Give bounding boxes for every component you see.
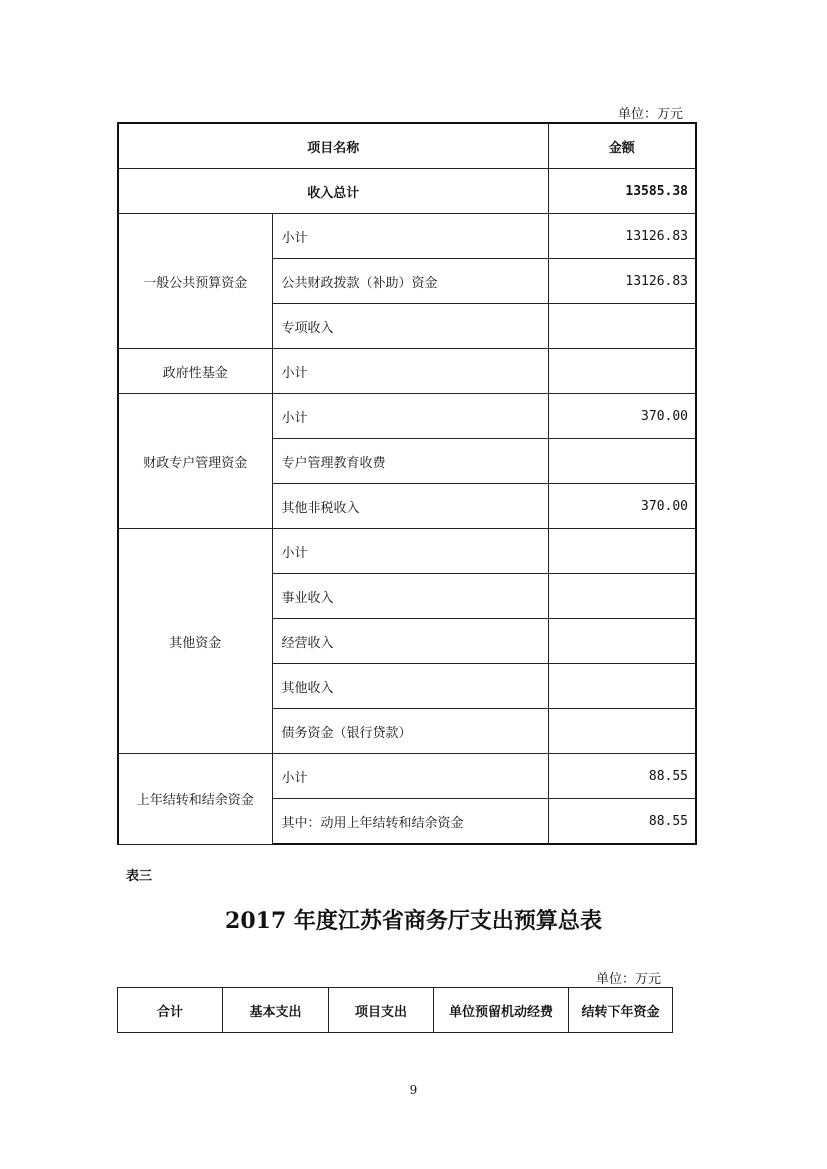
table-row xyxy=(118,349,696,394)
total-label: 收入总计 xyxy=(118,169,548,214)
table-row xyxy=(118,394,696,439)
table-row xyxy=(118,754,696,799)
row-label: 事业收入 xyxy=(272,574,548,619)
row-label: 公共财政拨款（补助）资金 xyxy=(272,259,548,304)
row-label: 专项收入 xyxy=(272,304,548,349)
header-item-name: 项目名称 xyxy=(118,123,548,169)
row-label: 小计 xyxy=(272,529,548,574)
table2-unit: 单位：万元 xyxy=(596,972,662,987)
row-amount: 88.55 xyxy=(548,754,696,799)
header-total: 合计 xyxy=(118,988,223,1033)
row-label: 专户管理教育收费 xyxy=(272,439,548,484)
income-budget-table xyxy=(117,122,697,845)
group-name: 政府性基金 xyxy=(118,349,272,394)
row-label: 债务资金（银行贷款） xyxy=(272,709,548,754)
row-amount xyxy=(548,304,696,349)
row-label: 小计 xyxy=(272,754,548,799)
table1-unit: 单位：万元 xyxy=(618,107,684,122)
page-number: 9 xyxy=(409,1083,418,1097)
row-amount: 370.00 xyxy=(548,394,696,439)
header-basic-expenditure: 基本支出 xyxy=(223,988,329,1033)
group-name: 财政专户管理资金 xyxy=(118,394,272,529)
section-label: 表三 xyxy=(126,869,153,884)
row-label: 小计 xyxy=(272,349,548,394)
table-row xyxy=(118,529,696,574)
header-amount: 金额 xyxy=(548,123,696,169)
row-label: 其他非税收入 xyxy=(272,484,548,529)
expenditure-table-title: 2017 年度江苏省商务厅支出预算总表 xyxy=(225,908,602,934)
row-amount xyxy=(548,529,696,574)
header-reserve-funds: 单位预留机动经费 xyxy=(434,988,569,1033)
group-name: 其他资金 xyxy=(118,529,272,754)
row-amount xyxy=(548,664,696,709)
row-amount: 13126.83 xyxy=(548,259,696,304)
total-value: 13585.38 xyxy=(548,169,696,214)
table-row xyxy=(118,214,696,259)
header-project-expenditure: 项目支出 xyxy=(329,988,434,1033)
row-amount xyxy=(548,439,696,484)
group-name: 一般公共预算资金 xyxy=(118,214,272,349)
row-label: 其他收入 xyxy=(272,664,548,709)
row-amount xyxy=(548,574,696,619)
row-label: 小计 xyxy=(272,394,548,439)
row-amount xyxy=(548,709,696,754)
group-name: 上年结转和结余资金 xyxy=(118,754,272,845)
row-amount xyxy=(548,349,696,394)
row-amount: 88.55 xyxy=(548,799,696,845)
row-amount xyxy=(548,619,696,664)
row-label: 经营收入 xyxy=(272,619,548,664)
header-carryover-funds: 结转下年资金 xyxy=(569,988,673,1033)
row-amount: 370.00 xyxy=(548,484,696,529)
expenditure-summary-table xyxy=(117,987,673,1033)
row-amount: 13126.83 xyxy=(548,214,696,259)
row-label: 其中：动用上年结转和结余资金 xyxy=(272,799,548,845)
row-label: 小计 xyxy=(272,214,548,259)
